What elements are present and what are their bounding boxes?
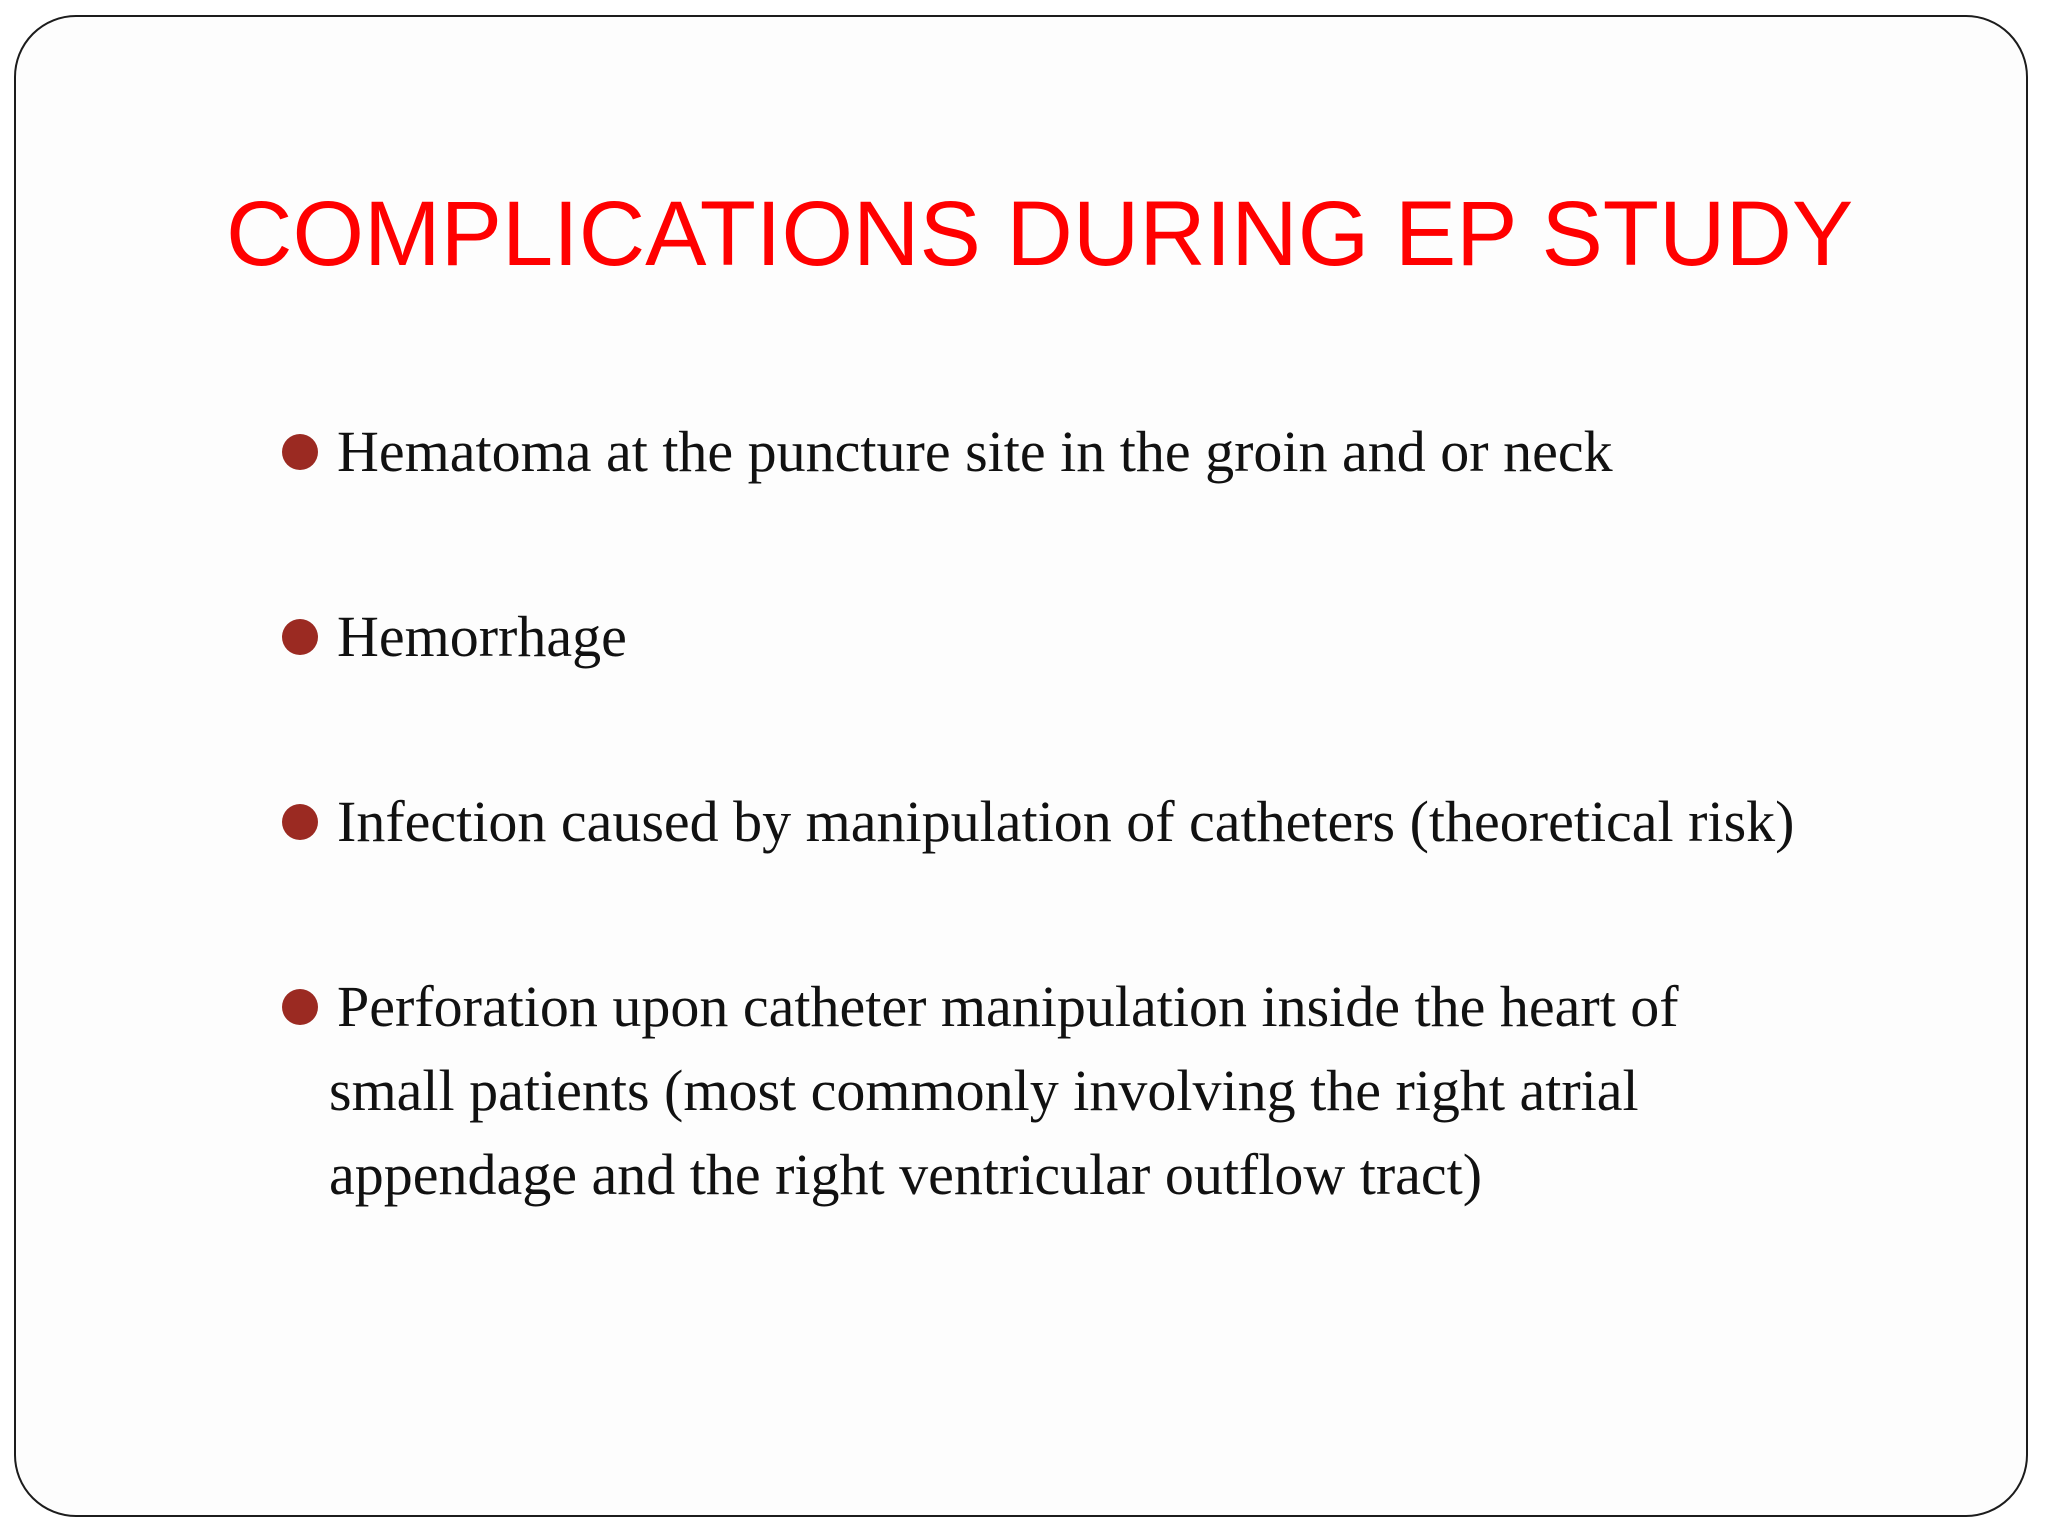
- bullet-text-line: Perforation upon catheter manipulation inside the heart of: [337, 974, 1679, 1039]
- bullet-dot-icon: [282, 619, 318, 655]
- slide-title: COMPLICATIONS DURING EP STUDY: [226, 183, 1854, 285]
- bullet-item: [280, 595, 1960, 679]
- bullet-text: Infection caused by manipulation of catheters (theoretical risk): [337, 789, 1795, 854]
- bullet-item: [280, 410, 1960, 494]
- bullet-text: [329, 965, 1960, 1217]
- bullet-text: Hemorrhage: [337, 604, 627, 669]
- bullet-item: [280, 965, 1960, 1217]
- bullet-item: [280, 780, 1960, 864]
- bullet-list: [280, 410, 1960, 1217]
- bullet-dot-icon: [282, 804, 318, 840]
- bullet-text-line: appendage and the right ventricular outflow tract): [329, 1142, 1483, 1207]
- bullet-text-line: small patients (most commonly involving the right atrial: [329, 1058, 1639, 1123]
- bullet-text: Hematoma at the puncture site in the groin and or neck: [337, 419, 1613, 484]
- bullet-dot-icon: [282, 989, 318, 1025]
- bullet-dot-icon: [282, 434, 318, 470]
